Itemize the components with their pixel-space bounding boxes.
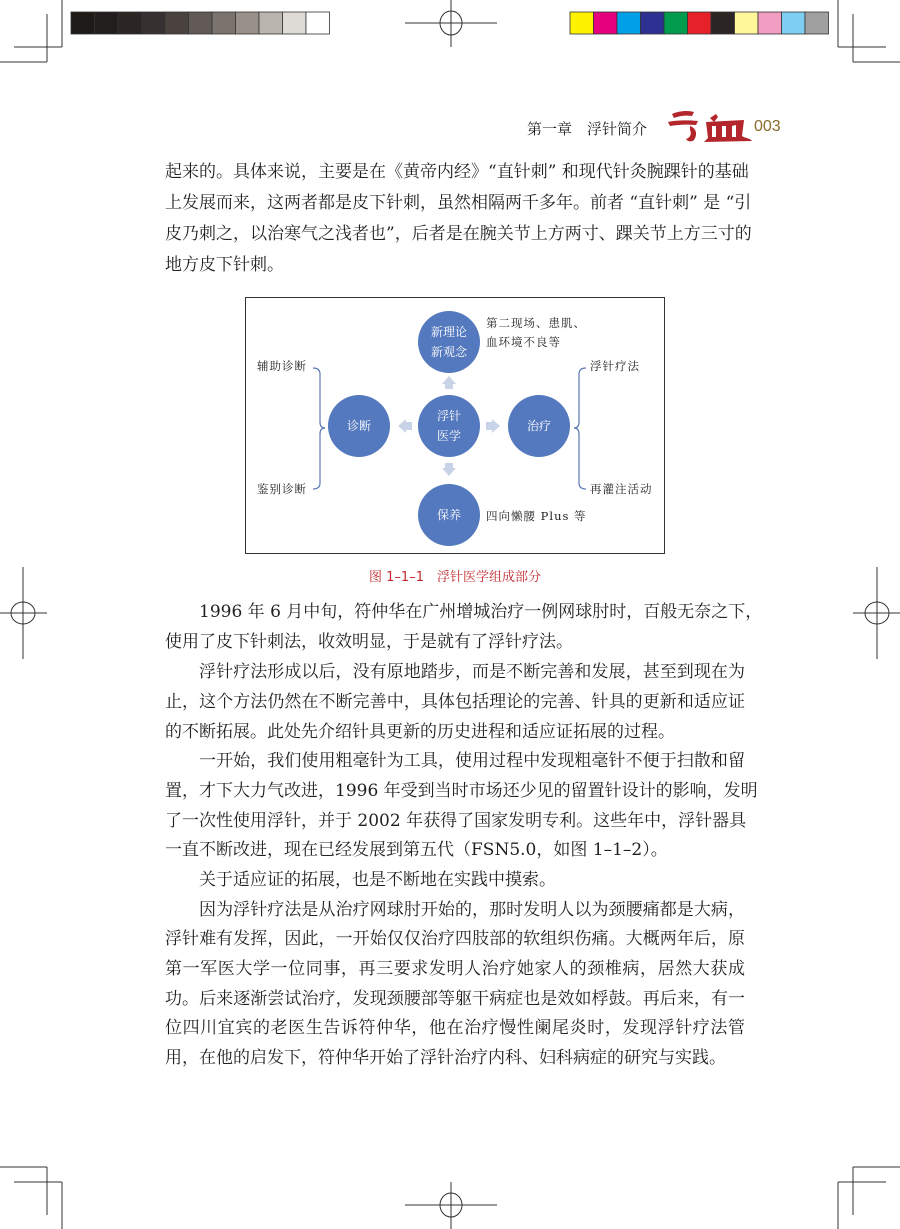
text-line: 位四川宜宾的老医生告诉符仲华，他在治疗慢性阑尾炎时，发现浮针疗法管 (165, 1018, 745, 1038)
color-swatch (165, 12, 189, 34)
color-swatch (236, 12, 260, 34)
diagram-figure (245, 297, 665, 554)
node-label: 浮针 (436, 409, 461, 423)
node-label: 医学 (436, 429, 461, 443)
color-swatch (142, 12, 166, 34)
running-header-chapter: 第一章 浮针简介 (527, 120, 648, 138)
node-fuzhen-medicine (418, 395, 480, 457)
note-line: 第二现场、患肌、 (486, 316, 586, 330)
text-line: 关于适应证的拓展，也是不断地在实践中摸索。 (199, 870, 556, 890)
top-note (486, 314, 586, 352)
color-swatch (71, 12, 95, 34)
text-line: 一开始，我们使用粗毫针为工具，使用过程中发现粗毫针不便于扫散和留 (199, 751, 745, 771)
qi-xue-logo (664, 108, 752, 144)
left-note-differential: 鉴别诊断 (257, 482, 307, 496)
text-line: 的不断拓展。此处先介绍针具更新的历史进程和适应证拓展的过程。 (165, 722, 675, 742)
figure-caption: 图 1–1–1 浮针医学组成部分 (369, 570, 541, 585)
color-swatch (95, 12, 119, 34)
page-number: 003 (754, 118, 781, 135)
bottom-note: 四向懒腰 Plus 等 (486, 509, 587, 523)
node-label: 新观念 (430, 345, 467, 359)
node-new-theory (418, 311, 480, 373)
text-line: 使用了皮下针刺法，收效明显，于是就有了浮针疗法。 (165, 632, 573, 652)
color-swatch (688, 12, 712, 34)
color-swatch (594, 12, 618, 34)
color-swatch (641, 12, 665, 34)
color-swatch (711, 12, 735, 34)
node-treatment (508, 395, 570, 457)
node-label: 治疗 (526, 419, 551, 433)
arrow-right-icon (486, 419, 500, 433)
text-line: 一直不断改进，现在已经发展到第五代（FSN5.0，如图 1–1–2）。 (165, 840, 668, 860)
note-line: 血环境不良等 (486, 335, 561, 349)
node-label: 诊断 (346, 419, 371, 433)
color-swatch (570, 12, 594, 34)
color-swatch (118, 12, 142, 34)
color-bar (570, 12, 829, 34)
color-swatch (782, 12, 806, 34)
text-line: 1996 年 6 月中旬，符仲华在广州增城治疗一例网球肘时，百般无奈之下， (199, 602, 763, 622)
node-diagnosis (328, 395, 390, 457)
right-note-reperfusion: 再灌注活动 (590, 482, 653, 496)
color-swatch (664, 12, 688, 34)
color-swatch (306, 12, 330, 34)
left-brace (313, 368, 325, 489)
text-line: 用，在他的启发下，符仲华开始了浮针治疗内科、妇科病症的研究与实践。 (165, 1048, 726, 1068)
color-swatch (758, 12, 782, 34)
text-line: 止，这个方法仍然在不断完善中，具体包括理论的完善、针具的更新和适应证 (165, 692, 745, 712)
node-label: 保养 (436, 508, 461, 522)
color-swatch (259, 12, 283, 34)
node-label: 新理论 (430, 325, 467, 339)
text-line: 第一军医大学一位同事，再三要求发明人治疗她家人的颈椎病，居然大获成 (165, 959, 745, 979)
text-line: 浮针难有发挥，因此，一开始仅仅治疗四肢部的软组织伤痛。大概两年后，原 (165, 929, 745, 949)
text-line: 置，才下大力气改进，1996 年受到当时市场还少见的留置针设计的影响，发明 (165, 781, 758, 801)
color-swatch (212, 12, 236, 34)
right-note-therapy: 浮针疗法 (590, 359, 640, 373)
text-line: 因为浮针疗法是从治疗网球肘开始的，那时发明人以为颈腰痛都是大病， (199, 900, 745, 920)
color-swatch (283, 12, 307, 34)
color-swatch (189, 12, 213, 34)
arrow-down-icon (442, 463, 456, 476)
color-swatch (617, 12, 641, 34)
text-line: 浮针疗法形成以后，没有原地踏步，而是不断完善和发展，甚至到现在为 (199, 662, 745, 682)
arrow-left-icon (398, 419, 412, 433)
right-brace (574, 368, 586, 489)
text-line: 功。后来逐渐尝试治疗，发现颈腰部等躯干病症也是效如桴鼓。再后来，有一 (165, 989, 745, 1009)
gray-color-bar (71, 12, 330, 34)
left-note-auxiliary: 辅助诊断 (257, 359, 307, 373)
text-line: 地方皮下针刺。 (165, 255, 284, 275)
color-swatch (735, 12, 759, 34)
text-line: 上发展而来，这两者都是皮下针刺，虽然相隔两千多年。前者 “直针刺” 是 “引 (165, 193, 752, 213)
arrow-up-icon (442, 376, 456, 389)
text-line: 了一次性使用浮针，并于 2002 年获得了国家发明专利。这些年中，浮针器具 (165, 811, 747, 831)
node-maintenance (418, 484, 480, 546)
color-swatch (805, 12, 829, 34)
text-line: 起来的。具体来说，主要是在《黄帝内经》“直针刺” 和现代针灸腕踝针的基础 (165, 162, 749, 182)
text-line: 皮乃刺之，以治寒气之浅者也”，后者是在腕关节上方两寸、踝关节上方三寸的 (165, 224, 752, 244)
